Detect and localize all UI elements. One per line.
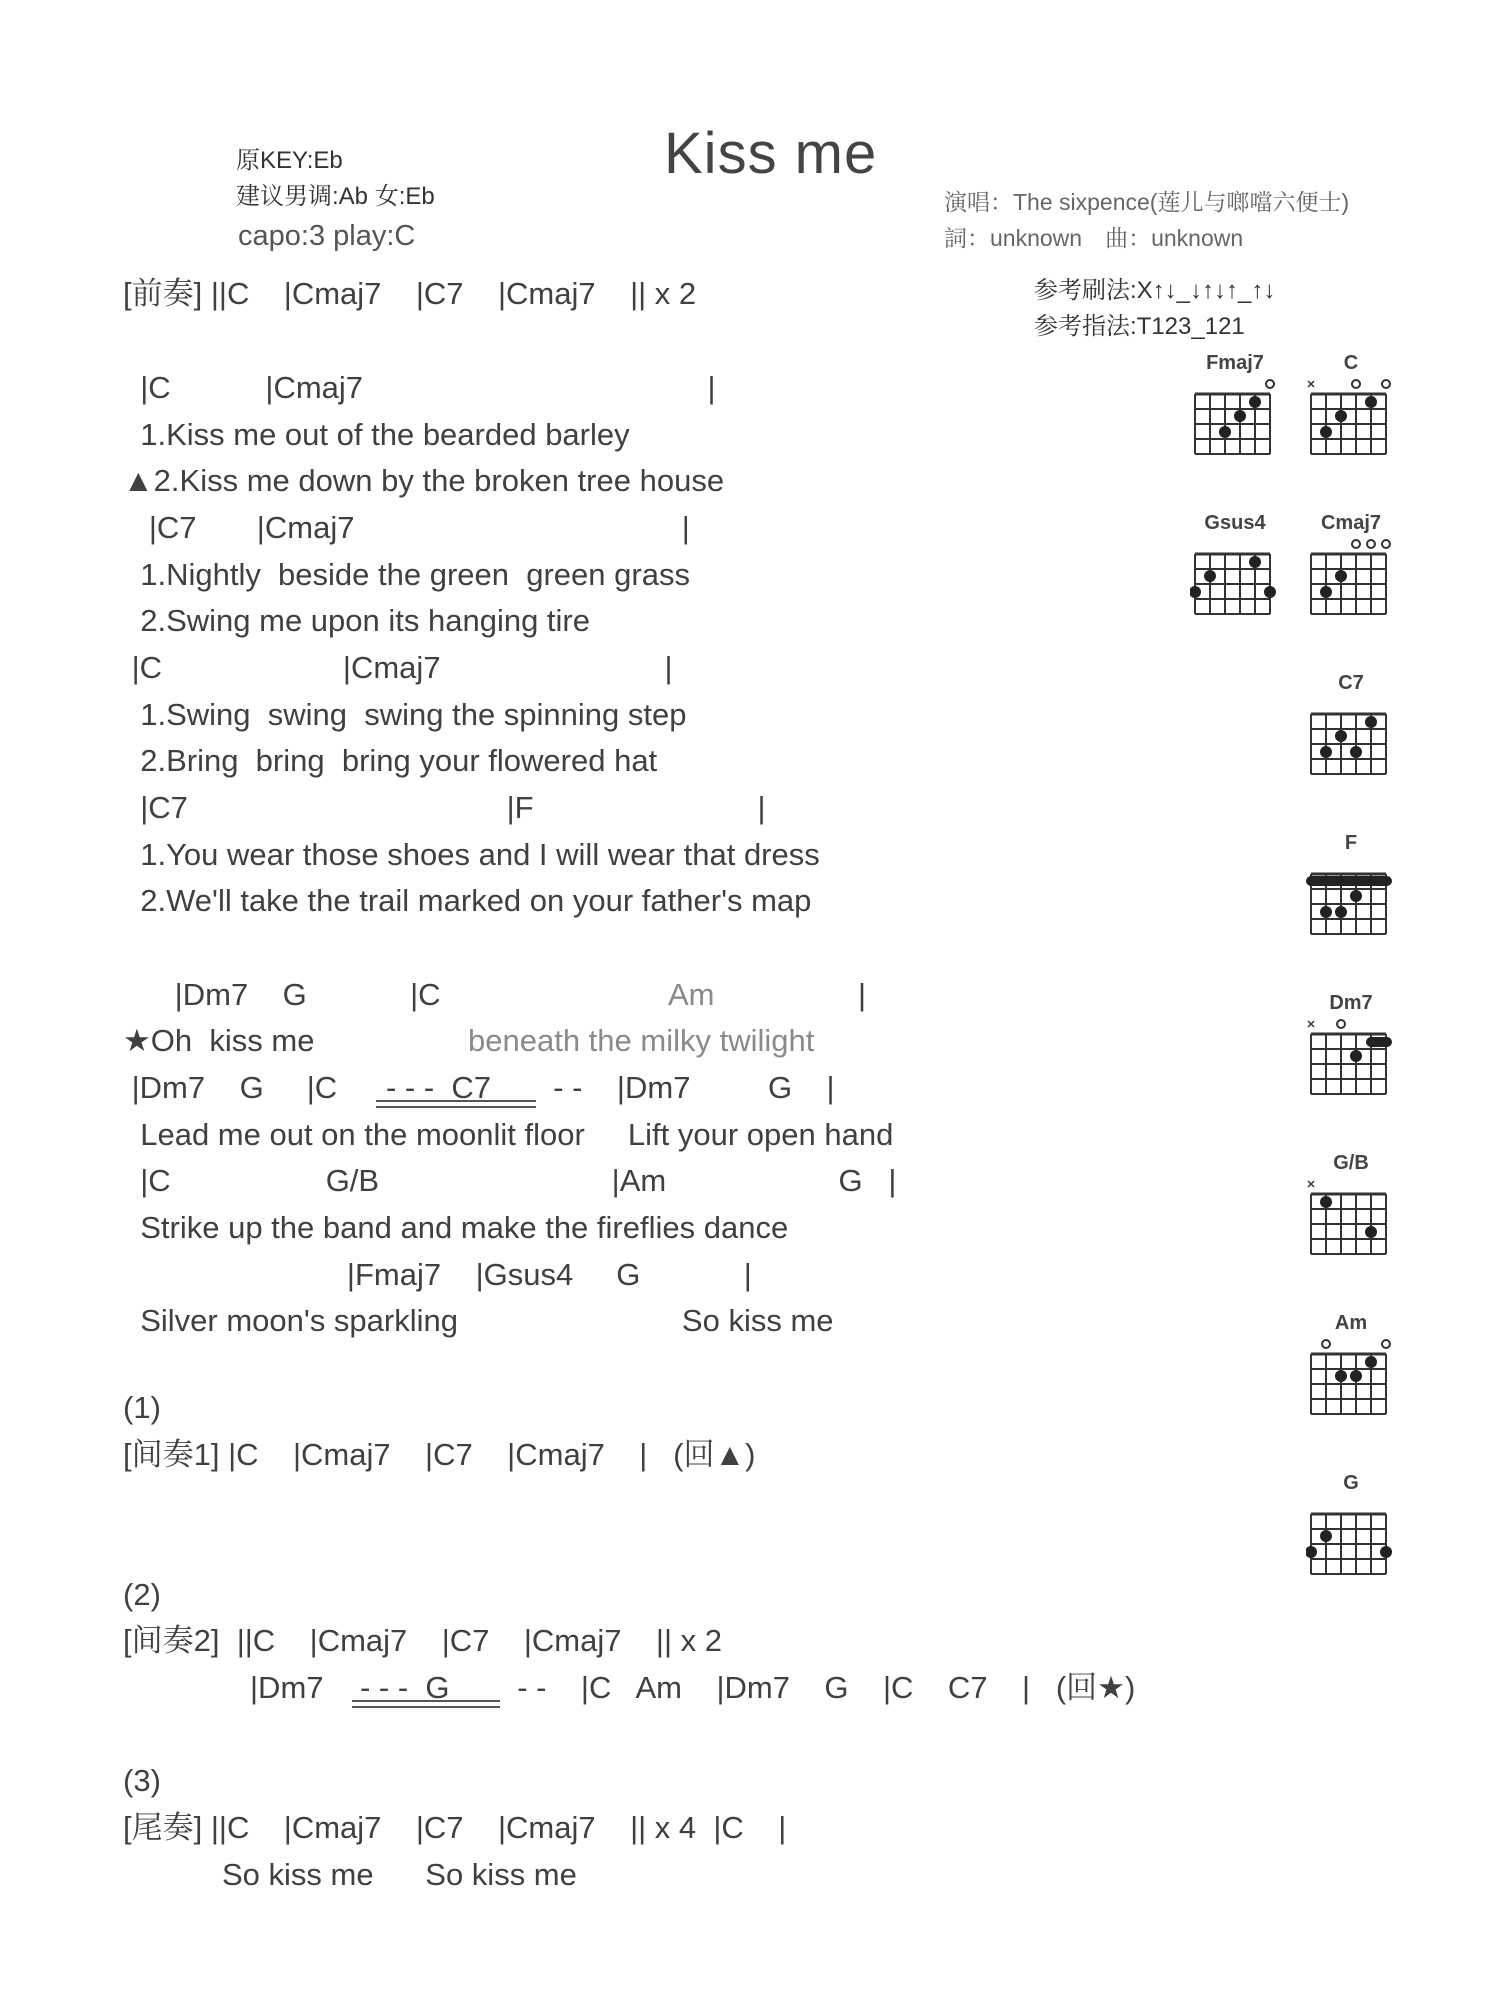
outro-line: [尾奏] ||C |Cmaj7 |C7 |Cmaj7 || x 4 |C | [123, 1810, 787, 1845]
lyric-line: 1.Swing swing swing the spinning step [123, 697, 687, 732]
chord-name-f: F [1344, 832, 1358, 854]
lyric-line: 2.We'll take the trail marked on your father's map [123, 883, 812, 918]
chord-name-gb: G/B [1333, 1152, 1369, 1174]
chord-diagram-fmaj7 [1190, 372, 1280, 472]
lyric-line: 1.You wear those shoes and I will wear that dress [123, 837, 820, 872]
lyric-line: ★Oh kiss me [123, 1023, 315, 1058]
lyric-line: 1.Kiss me out of the bearded barley [123, 417, 630, 452]
lyric-grey: beneath the milky twilight [468, 1023, 815, 1058]
chord-diagram-f [1306, 852, 1396, 952]
lyric-line: 2.Swing me upon its hanging tire [123, 603, 590, 638]
section-marker: (1) [123, 1390, 161, 1425]
double-underline [376, 1100, 536, 1102]
chord-am: Am [668, 977, 715, 1012]
chord-diagram-c7 [1306, 692, 1396, 792]
chord-name-cmaj7: Cmaj7 [1320, 512, 1382, 534]
chord-line: |Dm7 G |C [123, 977, 441, 1012]
bar-line: | [858, 977, 867, 1012]
chord-line: |C |Cmaj7 | [123, 370, 716, 405]
lyric-line: So kiss me So kiss me [222, 1857, 577, 1892]
credits-info: 詞：unknown 曲：unknown [944, 225, 1244, 251]
suggested-key: 建议男调:Ab 女:Eb [236, 183, 435, 210]
lyric-line: Strike up the band and make the fireflies dance [123, 1210, 789, 1245]
chord-line: - - |C Am |Dm7 G |C C7 | (回★) [500, 1670, 1136, 1705]
chord-diagram-dm7 [1306, 1012, 1396, 1112]
chord-line: - - |Dm7 G | [536, 1070, 835, 1105]
chord-name-am: Am [1334, 1312, 1368, 1334]
finger-pattern: 参考指法:T123_121 [1034, 313, 1245, 340]
lyric-line: Silver moon's sparkling So kiss me [123, 1303, 834, 1338]
chord-name-fmaj7: Fmaj7 [1206, 352, 1264, 374]
chord-name-g: G [1343, 1472, 1359, 1494]
intro-line: [前奏] ||C |Cmaj7 |C7 |Cmaj7 || x 2 [123, 276, 697, 311]
chord-name-dm7: Dm7 [1329, 992, 1373, 1014]
song-title: Kiss me [664, 121, 878, 186]
chord-line: |Dm7 [250, 1670, 324, 1705]
double-underline [352, 1706, 500, 1708]
chord-line: |C7 |F | [123, 790, 766, 825]
chord-diagram-gsus4 [1190, 532, 1280, 632]
capo-info: capo:3 play:C [238, 220, 416, 252]
chord-diagram-c [1306, 372, 1396, 472]
strum-pattern: 参考刷法:X↑↓_↓↑↓↑_↑↓ [1034, 277, 1276, 304]
lyric-line: ▲2.Kiss me down by the broken tree house [123, 463, 725, 498]
double-underline [352, 1700, 500, 1702]
double-underline [376, 1106, 536, 1108]
section-marker: (2) [123, 1577, 161, 1612]
chord-diagram-g [1306, 1492, 1396, 1592]
original-key: 原KEY:Eb [236, 147, 343, 174]
lyric-line: 1.Nightly beside the green green grass [123, 557, 690, 592]
chord-diagram-am [1306, 1332, 1396, 1432]
chord-line: |Fmaj7 |Gsus4 G | [123, 1257, 752, 1292]
singer-info: 演唱：The sixpence(莲儿与啷噹六便士) [944, 189, 1350, 215]
chord-line: |C7 |Cmaj7 | [123, 510, 690, 545]
section-marker: (3) [123, 1763, 161, 1798]
chord-line: |C G/B |Am G | [123, 1163, 897, 1198]
chord-name-c: C [1343, 352, 1359, 374]
lyric-line: Lead me out on the moonlit floor Lift your open hand [123, 1117, 894, 1152]
chord-diagram-gb [1306, 1172, 1396, 1272]
interlude1-line: [间奏1] |C |Cmaj7 |C7 |Cmaj7 | (回▲) [123, 1437, 756, 1472]
tied-chord: - - - G [360, 1670, 450, 1705]
chord-name-c7: C7 [1338, 672, 1364, 694]
lyric-line: 2.Bring bring bring your flowered hat [123, 743, 658, 778]
chord-name-gsus4: Gsus4 [1204, 512, 1266, 534]
chord-line: |C |Cmaj7 | [123, 650, 673, 685]
interlude2-line: [间奏2] ||C |Cmaj7 |C7 |Cmaj7 || x 2 [123, 1623, 723, 1658]
chord-line: |Dm7 G |C [123, 1070, 338, 1105]
tied-chord: - - - C7 [386, 1070, 492, 1105]
chord-diagram-cmaj7 [1306, 532, 1396, 632]
